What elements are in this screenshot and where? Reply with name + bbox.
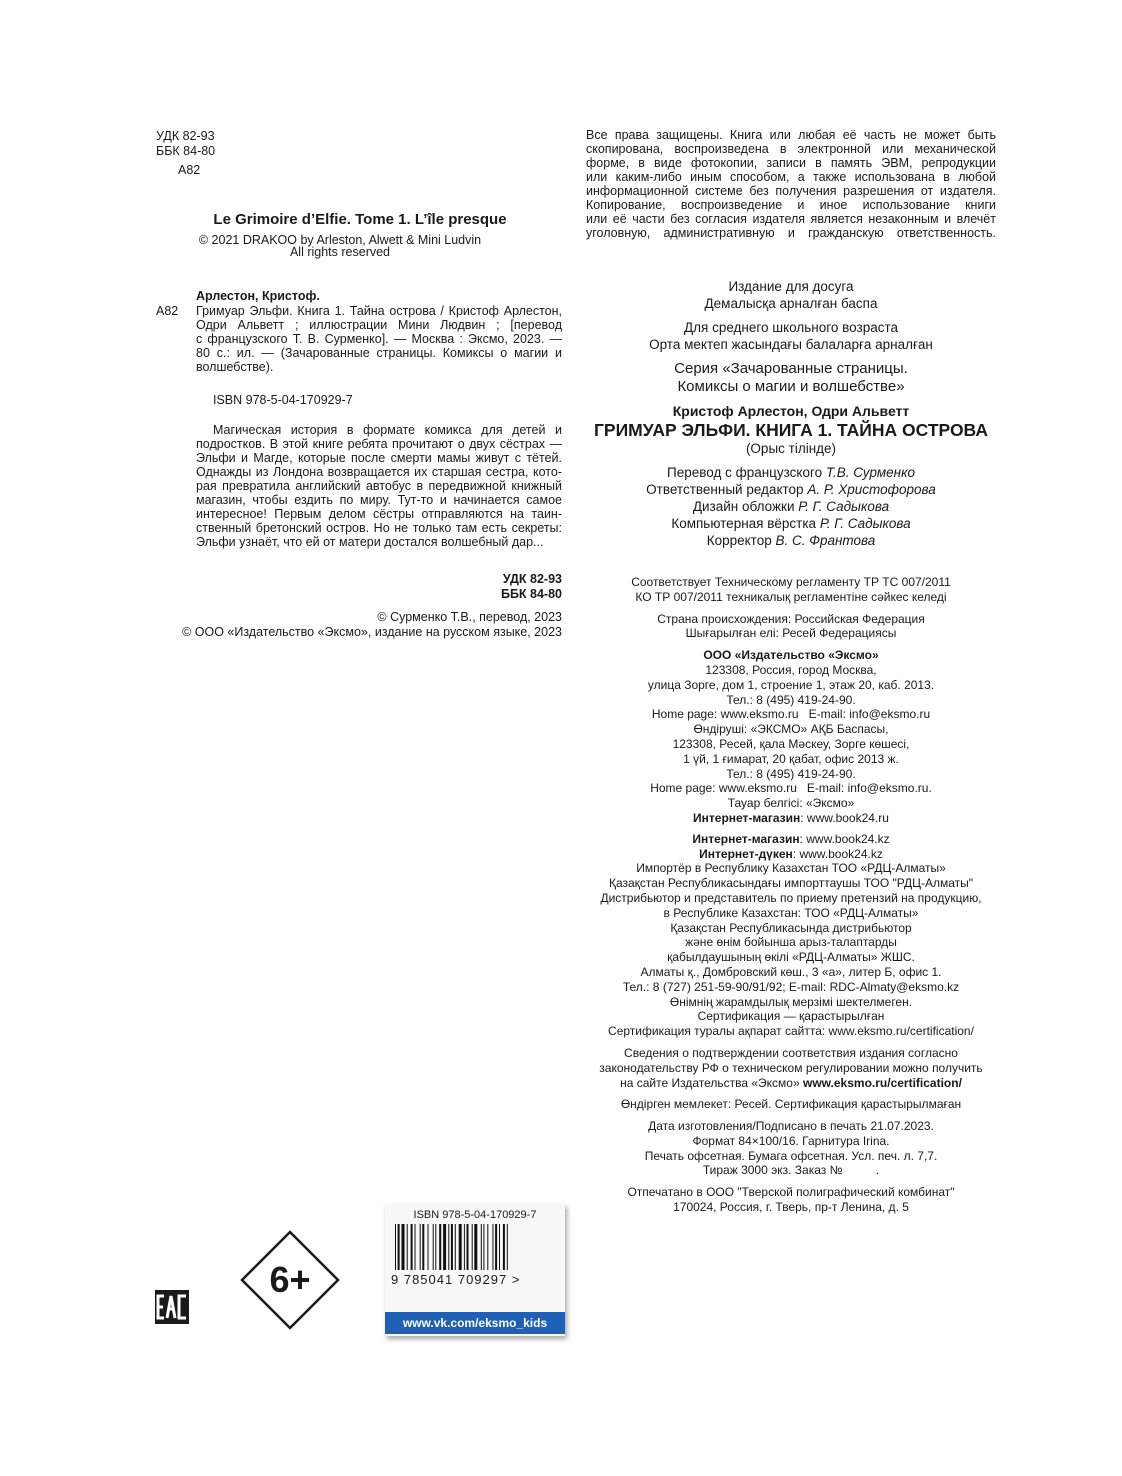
shop-kz: Интернет-магазин: www.book24.kz [692,831,890,846]
barcode-bar [422,1224,424,1270]
kz-line: Өнімнің жарамдылық мерзімі шектелмеген. [669,994,913,1009]
address-line: 1 үй, 1 ғимарат, 20 қабат, офис 2013 ж. [683,751,899,766]
translation-copyright: © Сурменко Т.В., перевод, 2023 [377,610,562,624]
age-kz: Орта мектеп жасындағы балаларға арналған [649,337,933,352]
credit-translator: Перевод с французского Т.В. Сурменко [667,465,915,480]
address-line: Өндіруші: «ЭКСМО» АҚБ Баспасы, [693,722,889,737]
annotation-line: Эльфи узнаёт, что ей от матери достался волшебный дар... [196,535,544,549]
barcode-bar [467,1224,469,1270]
printer-address: 170024, Россия, г. Тверь, пр-т Ленина, д. 5 [673,1200,909,1215]
kz-line: қабылдаушының өкілі «РДЦ-Алматы» ЖШС. [667,950,915,965]
bbk-bottom: ББК 84-80 [500,587,562,601]
isbn-line: ISBN 978-5-04-170929-7 [213,393,353,407]
bib-line: с французского Т. В. Сурменко]. — Москва : Эксмо, 2023. — [196,332,562,346]
barcode-bar [493,1224,494,1270]
barcode-icon [395,1224,555,1270]
kz-line: және өнім бойынша арыз-талаптарды [685,935,897,950]
regulation-kz: КО ТР 007/2011 техникалық регламентіне сәйкес келеді [635,589,947,604]
barcode-bar [428,1224,429,1270]
rights-line: или её части без согласия издателя является незаконным и влечёт [586,212,996,226]
cert-line: Сведения о подтверждении соответствия издания согласно [624,1045,958,1060]
annotation [196,423,562,549]
barcode-sticker [385,1204,565,1336]
bib-line: 80 с.: ил. — (Зачарованные страницы. Комиксы о магии и [196,346,562,360]
annotation-line: Эльфи и Магде, которые после смерти мамы живут с тётей. [196,451,562,465]
kz-line: Қазақстан Республикасында дистрибьютор [670,920,912,935]
barcode-bar [495,1224,497,1270]
annotation-line: ственный бретонский остров. Но не только там есть секреты: [196,521,562,535]
barcode-bar [451,1224,453,1270]
barcode-bar [459,1224,462,1270]
leisure-kz: Демалысқа арналған баспа [704,296,878,311]
cert-line: законодательству РФ о техническом регулировании можно получить [599,1060,983,1075]
age-rating-badge [240,1230,340,1330]
barcode-bar [433,1224,434,1270]
address-line: 123308, Ресей, қала Мәскеу, Зорге көшесі, [672,736,910,751]
regulation-ru: Соответствует Техническому регламенту ТР ТС 007/2011 [631,575,951,589]
kz-line: Алматы қ., Домбровский көш., 3 «а», литер Б, офис 1. [640,964,942,979]
print-line: Дата изготовления/Подписано в печать 21.07.2023. [648,1119,934,1134]
barcode-bar [435,1224,436,1270]
book-title: ГРИМУАР ЭЛЬФИ. КНИГА 1. ТАЙНА ОСТРОВА [594,420,988,440]
barcode-bar [443,1224,446,1270]
rights-line: уголовную, административную и гражданскую ответственность. [586,226,996,240]
address-line: 123308, Россия, город Москва, [705,662,877,677]
bib-line: Одри Альветт ; иллюстрации Мини Людвин ; [перевод [196,318,562,332]
rights-notice [586,128,996,240]
print-line: Тираж 3000 экз. Заказ № . [702,1163,880,1178]
rights-line: форме, в виде фотокопии, записи в память ЭВМ, репродукции [586,156,996,170]
barcode-bar [455,1224,456,1270]
author-mark-side: А82 [156,304,179,318]
rights-line: Копирование, воспроизведение и иное использование книги [586,198,996,212]
vk-link[interactable]: www.vk.com/eksmo_kids [385,1312,565,1334]
imprint-block [586,278,996,549]
udk-top: УДК 82-93 [156,129,215,143]
barcode-bar [420,1224,421,1270]
kz-line: в Республике Казахстан: ТОО «РДЦ-Алматы» [663,905,919,920]
shop-ru: Интернет-магазин: www.book24.ru [693,810,889,825]
barcode-bar [407,1224,408,1270]
address-line: Home page: www.eksmo.ru E-mail: info@eksmo.ru [651,707,931,722]
bib-line: Гримуар Эльфи. Книга 1. Тайна острова / Кристоф Арлестон, [196,304,562,318]
origin-kz: Өндірген мемлекет: Ресей. Сертификация қарастырылмаған [620,1097,962,1112]
barcode-bar [483,1224,484,1270]
annotation-line: интересное! Первым делом сёстры отправляются на таин- [196,507,562,521]
barcode-bar [411,1224,413,1270]
barcode-bar [472,1224,473,1270]
address-line: Home page: www.eksmo.ru E-mail: info@eksmo.ru. [650,781,932,796]
barcode-bar [398,1224,400,1270]
language-note: (Орыс тілінде) [745,441,837,456]
barcode-bar [395,1224,396,1270]
barcode-bar [415,1224,416,1270]
series-line: Комиксы о магии и волшебстве» [677,378,905,395]
edition-copyright: © ООО «Издательство «Эксмо», издание на русском языке, 2023 [182,625,562,639]
original-rights: All rights reserved [289,245,391,259]
rights-line: скопирована, воспроизведена в электронной или механической [586,142,996,156]
country-kz: Шығарылған елі: Ресей Федерациясы [685,626,897,641]
credit-editor: Ответственный редактор А. Р. Христофорова [646,482,936,497]
barcode-bar [474,1224,477,1270]
udk-bottom: УДК 82-93 [502,572,562,586]
credit-layout: Компьютерная вёрстка Р. Г. Садыкова [671,516,911,531]
shop-kz-2: Интернет-дүкен: www.book24.kz [699,846,883,861]
age-rating-text: 6+ [269,1259,311,1300]
barcode-digits: 9 785041 709297 > [391,1272,521,1287]
credit-proofreader: Корректор В. С. Франтова [706,533,876,548]
kz-line: Тел.: 8 (727) 251-59-90/91/92; E-mail: RDC-Almaty@eksmo.kz [622,979,960,994]
original-title: Le Grimoire d’Elfie. Tome 1. L’île presque [213,211,507,228]
author-mark-top: А82 [178,163,201,177]
printer-name: Отпечатано в ООО "Тверской полиграфический комбинат" [627,1185,955,1200]
barcode-bar [464,1224,465,1270]
rights-line: Все права защищены. Книга или любая её часть не может быть [586,128,996,142]
annotation-line: рая превратила английский автобус в передвижной книжный [196,479,562,493]
kz-line: Сертификация — қарастырылған [697,1009,885,1024]
annotation-line: подростков. В этой книге ребята прочитают о двух сёстрах — [196,437,562,451]
address-line: улица Зорге, дом 1, строение 1, этаж 20, каб. 2013. [647,677,935,692]
barcode-bar [448,1224,449,1270]
barcode-bar [402,1224,405,1270]
kz-line: Дистрибьютор и представитель по приему претензий на продукцию, [600,890,982,905]
barcode-bar [487,1224,488,1270]
barcode-bar [507,1224,508,1270]
annotation-line: магазин, чтобы ездить по миру. Тут-то и начинается самое [196,493,562,507]
bbk-top: ББК 84-80 [156,144,216,158]
series-line: Серия «Зачарованные страницы. [674,360,908,377]
barcode-isbn: ISBN 978-5-04-170929-7 [413,1209,537,1221]
bibliographic-description [196,304,562,374]
country-ru: Страна происхождения: Российская Федерация [657,611,925,626]
cert-line-last: на сайте Издательства «Эксмо» www.eksmo.ru/certification/ [620,1075,962,1090]
kz-line: Қазақстан Республикасындағы импорттаушы ТОО "РДЦ-Алматы" [608,876,974,891]
address-line: Тел.: 8 (495) 419-24-90. [726,692,856,707]
author-heading: Арлестон, Кристоф. [196,289,320,303]
eac-icon [155,1290,189,1324]
annotation-line: Однажды из Лондона возвращается их старшая сестра, кото- [196,465,562,479]
print-line: Печать офсетная. Бумага офсетная. Усл. печ. л. 7,7. [644,1148,938,1163]
print-line: Формат 84×100/16. Гарнитура Irina. [692,1133,890,1148]
address-line: Тел.: 8 (495) 419-24-90. [726,766,856,781]
kz-line: Импортёр в Республику Казахстан ТОО «РДЦ-Алматы» [636,861,946,876]
technical-block [586,575,996,1215]
original-copyright: © 2021 DRAKOO by Arleston, Alwett & Mini Ludvin [198,233,482,247]
address-line: Тауар белгісі: «Эксмо» [727,796,855,811]
leisure-ru: Издание для досуга [728,279,854,294]
annotation-line: Магическая история в формате комикса для детей и [213,423,562,437]
rights-line: информационной системе без получения разрешения от издателя. [586,184,996,198]
barcode-bar [503,1224,505,1270]
bib-line: волшебстве). [196,360,274,374]
book-authors: Кристоф Арлестон, Одри Альветт [672,403,910,419]
rights-line: или каким-либо иным способом, а также использована в любой [586,170,996,184]
credit-cover: Дизайн обложки Р. Г. Садыкова [692,499,890,514]
barcode-bar [481,1224,482,1270]
barcode-bar [499,1224,500,1270]
age-ru: Для среднего школьного возраста [683,320,898,335]
barcode-bar [439,1224,441,1270]
eac-mark [155,1290,189,1324]
publisher-name: ООО «Издательство «Эксмо» [703,648,879,663]
kz-line: Сертификация туралы ақпарат сайтта: www.eksmo.ru/certification/ [608,1024,974,1039]
